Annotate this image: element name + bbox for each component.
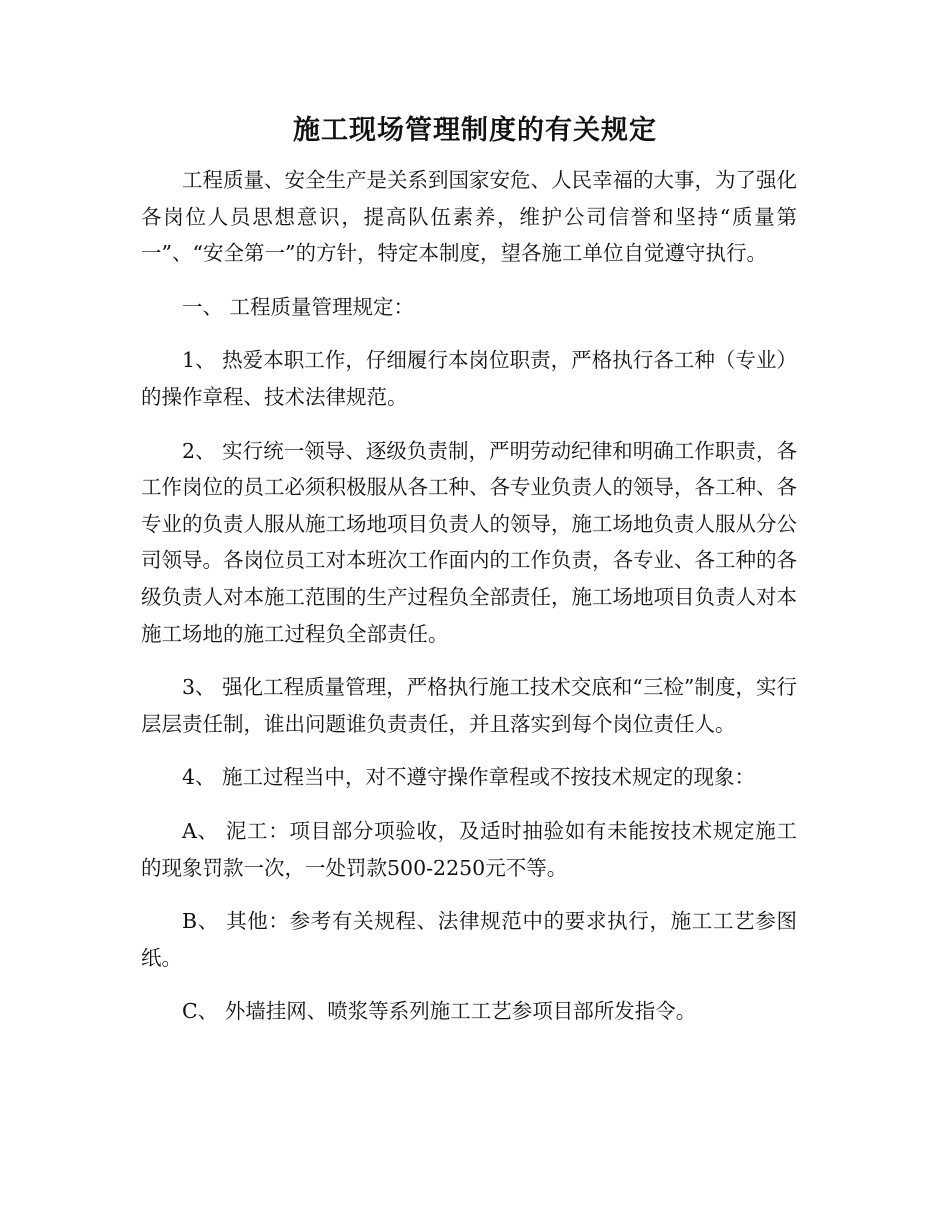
rule-paragraph-3: 3、 强化工程质量管理，严格执行施工技术交底和“三检”制度，实行层层责任制，谁出问题谁负责责任，并且落实到每个岗位责任人。	[141, 675, 797, 736]
document-title: 施工现场管理制度的有关规定	[293, 115, 657, 146]
intro-paragraph: 工程质量、安全生产是关系到国家安危、人民幸福的大事，为了强化各岗位人员思想意识，提高队伍素养，维护公司信誉和坚持“质量第一”、“安全第一”的方针，特定本制度，望各施工单位自觉遵守执行。	[141, 168, 797, 266]
rule-paragraph-4: 4、 施工过程当中，对不遵守操作章程或不按技术规定的现象：	[182, 765, 756, 790]
rule-paragraph-2: 2、 实行统一领导、逐级负责制，严明劳动纪律和明确工作职责，各工作岗位的员工必须积极服从各工种、各专业负责人的领导，各工种、各专业的负责人服从施工场地项目负责人的领导，施工场地负责人服从分公司领导。各岗位员工对本班次工作面内的工作负责，各专业、各工种的各级负责人对本施工范围的生产过程负全部责任，施工场地项目负责人对本施工场地的施工过程负全部责任。	[141, 438, 797, 646]
rule-item-c: C、 外墙挂网、喷浆等系列施工工艺参项目部所发指令。	[182, 999, 697, 1024]
rule-item-a: A、 泥工：项目部分项验收，及适时抽验如有未能按技术规定施工的现象罚款一次，一处罚款500-2250元不等。	[141, 818, 797, 880]
rule-item-b: B、 其他：参考有关规程、法律规范中的要求执行，施工工艺参图纸。	[141, 909, 797, 970]
section-heading-quality: 一、 工程质量管理规定：	[182, 294, 415, 319]
document-body	[141, 162, 797, 1030]
rule-paragraph-1: 1、 热爱本职工作，仔细履行本岗位职责，严格执行各工种（专业）的操作章程、技术法律规范。	[141, 348, 797, 409]
